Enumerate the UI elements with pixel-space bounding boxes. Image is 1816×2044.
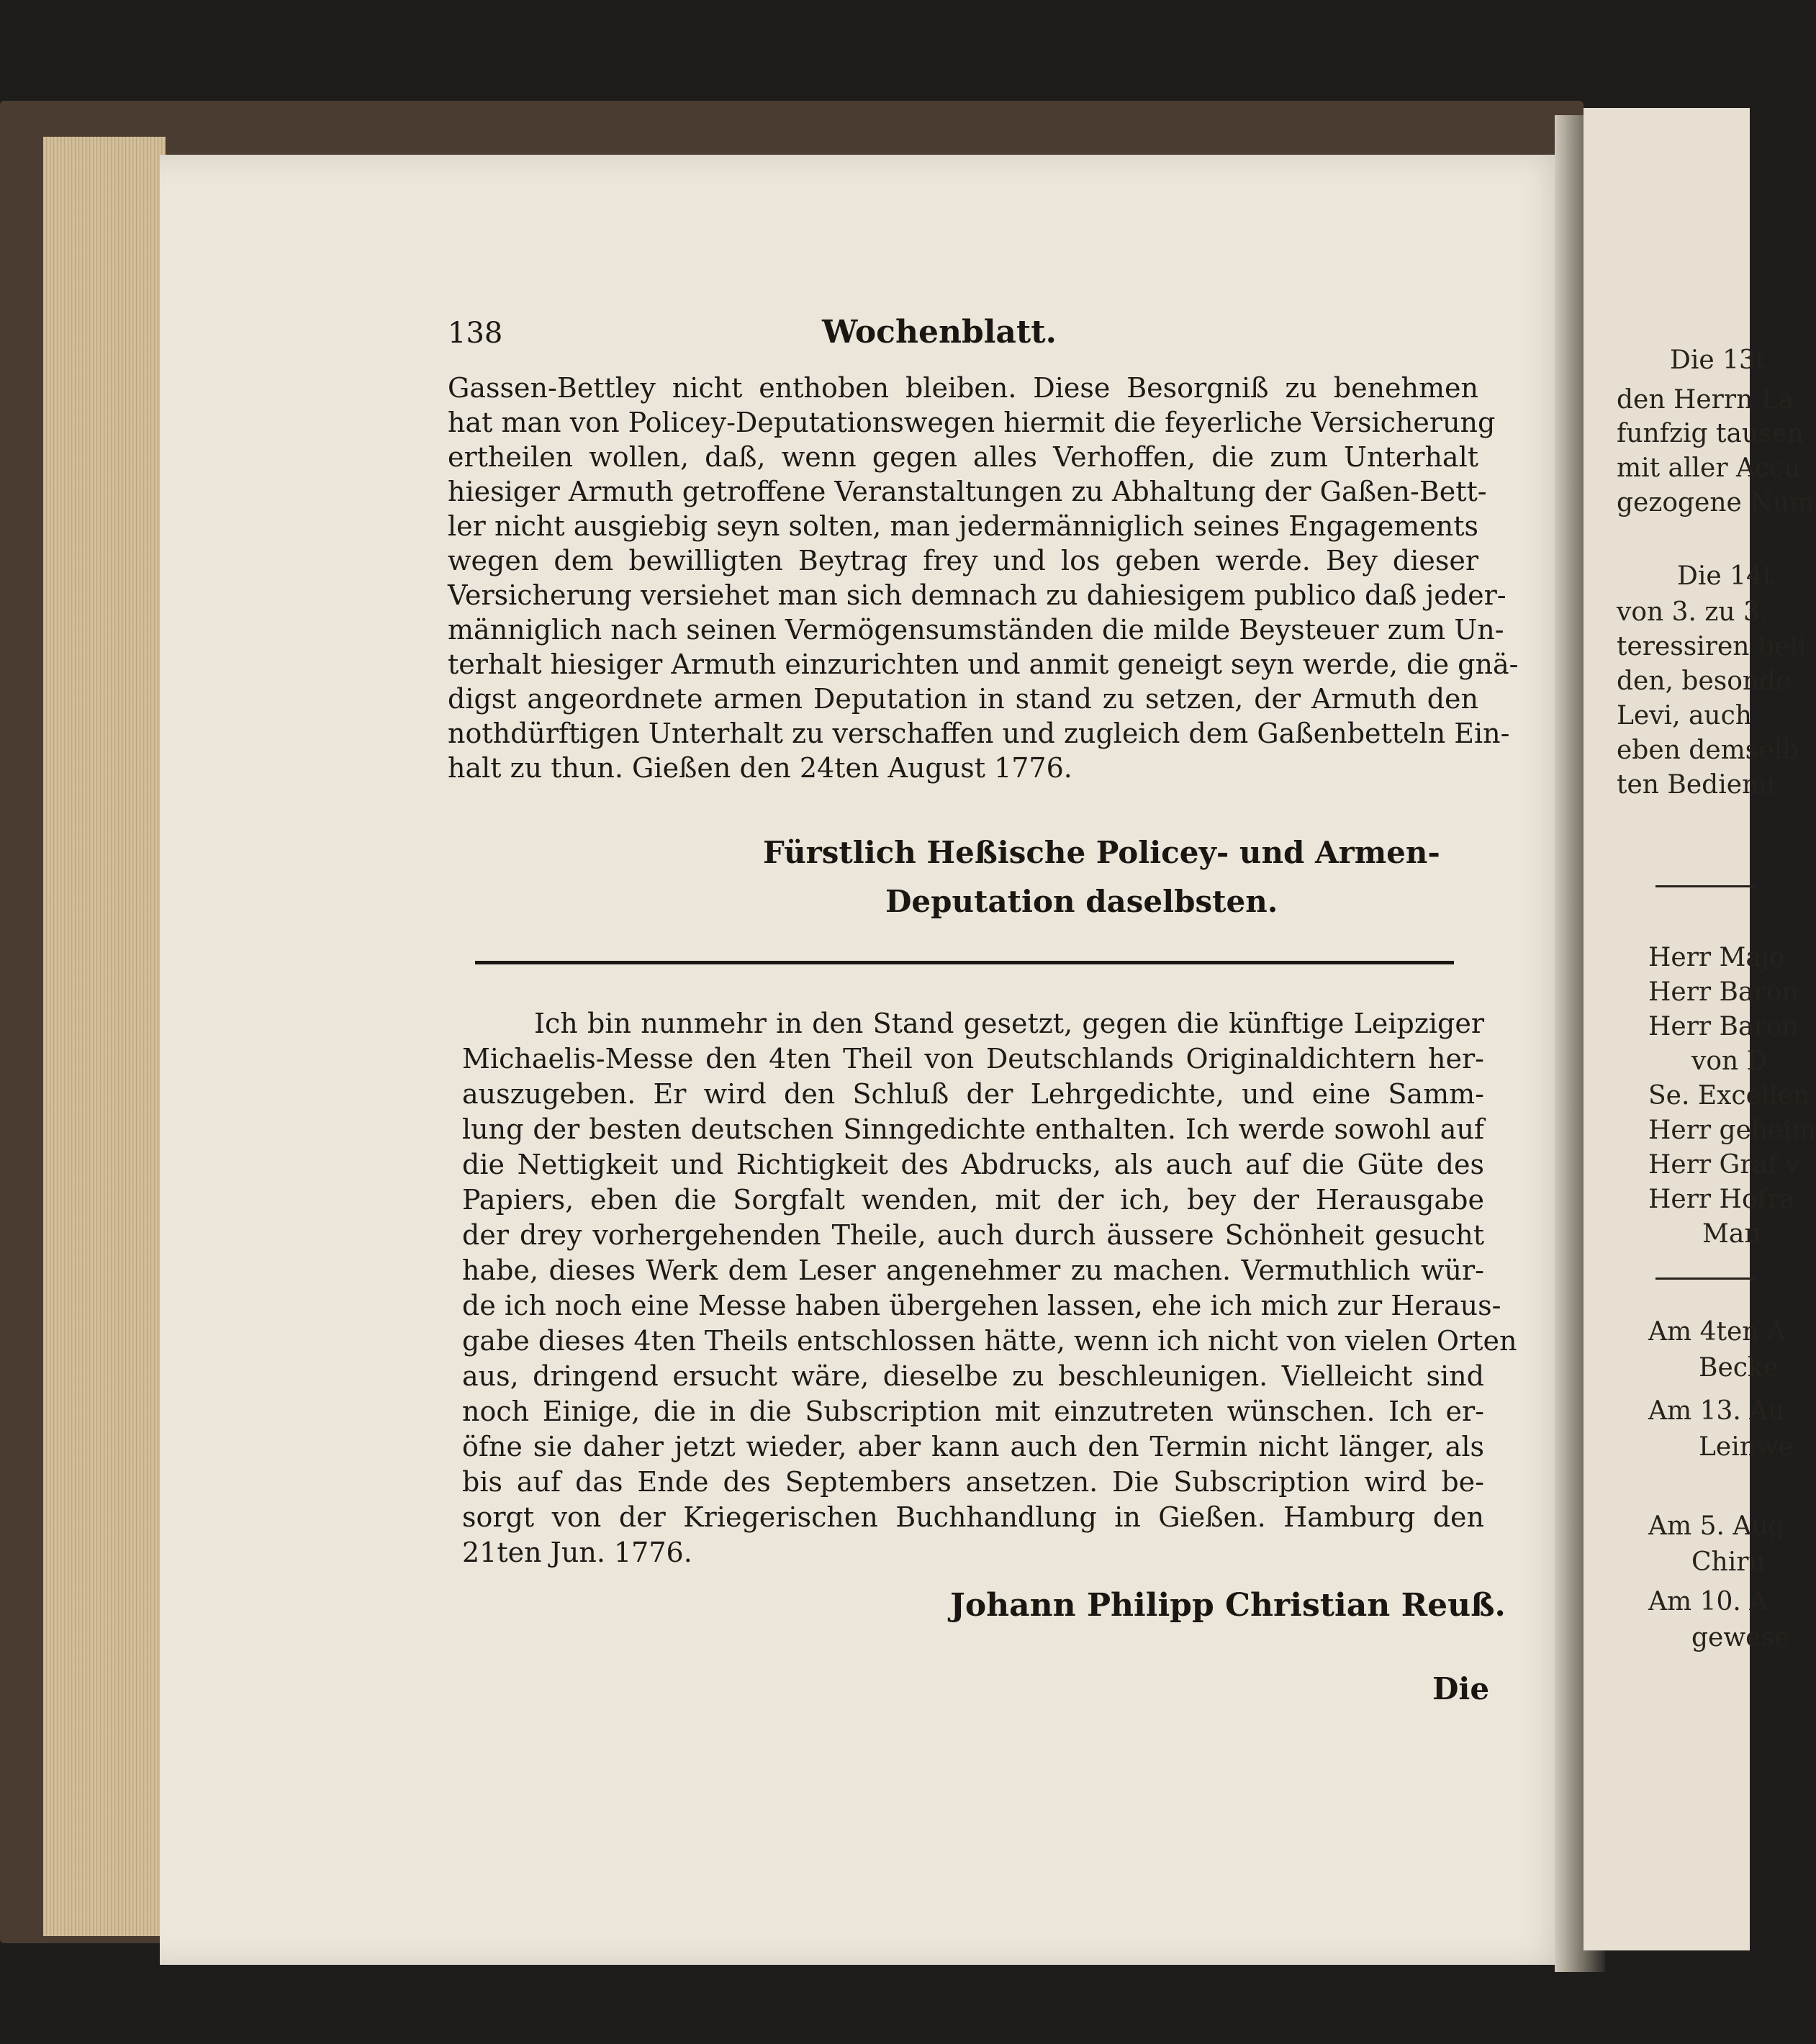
- header-title: Wochenblatt.: [822, 314, 1057, 351]
- facing-rule: [1655, 885, 1756, 887]
- facing-text-fragment: Herr Baron: [1648, 977, 1799, 1007]
- text-line: habe, dieses Werk dem Leser angenehmer zu machen. Vermuthlich wür-: [462, 1254, 1484, 1286]
- text-line: noch Einige, die in die Subscription mit einzutreten wünschen. Ich er-: [462, 1396, 1484, 1427]
- text-line: de ich noch eine Messe haben übergehen lassen, ehe ich mich zur Heraus-: [462, 1290, 1501, 1321]
- facing-text-fragment: Am 4ten A: [1648, 1317, 1786, 1347]
- text-line: Ich bin nunmehr in den Stand gesetzt, gegen die künftige Leipziger: [534, 1008, 1484, 1039]
- facing-text-fragment: den Herrn La: [1617, 385, 1794, 415]
- facing-text-fragment: eben demselb: [1617, 736, 1799, 765]
- text-line: der drey vorhergehenden Theile, auch durch äussere Schönheit gesucht: [462, 1219, 1484, 1251]
- text-line: lung der besten deutschen Sinngedichte enthalten. Ich werde sowohl auf: [462, 1113, 1484, 1145]
- page-number: 138: [448, 317, 503, 350]
- facing-text-fragment: Am 10. A: [1648, 1587, 1768, 1616]
- facing-text-fragment: Herr Majo: [1648, 943, 1785, 972]
- text-line: halt zu thun. Gießen den 24ten August 1776.: [448, 752, 1072, 784]
- facing-text-fragment: Herr geheim: [1648, 1116, 1816, 1145]
- facing-text-fragment: von D: [1691, 1046, 1768, 1076]
- facing-text-fragment: Levi, auch: [1617, 701, 1752, 731]
- facing-text-fragment: Leinwe: [1699, 1432, 1794, 1462]
- facing-text-fragment: Man: [1702, 1219, 1761, 1249]
- text-line: 21ten Jun. 1776.: [462, 1537, 692, 1568]
- section-divider: [475, 961, 1454, 964]
- text-line: Michaelis-Messe den 4ten Theil von Deutschlands Originaldichtern her-: [462, 1043, 1484, 1075]
- facing-text-fragment: Becke: [1699, 1353, 1779, 1383]
- text-line: bis auf das Ende des Septembers ansetzen. Die Subscription wird be-: [462, 1466, 1484, 1498]
- facing-rule: [1655, 1278, 1756, 1280]
- facing-text-fragment: Herr Baron: [1648, 1012, 1799, 1041]
- facing-text-fragment: Herr Graf v: [1648, 1150, 1801, 1180]
- text-line: die Nettigkeit und Richtigkeit des Abdrucks, als auch auf die Güte des: [462, 1149, 1484, 1180]
- signature-police-deputation-line-1: Fürstlich Heßische Policey- und Armen-: [763, 835, 1440, 870]
- facing-text-fragment: Die 13t: [1670, 345, 1766, 375]
- text-line: wegen dem bewilligten Beytrag frey und los geben werde. Bey dieser: [448, 545, 1478, 576]
- facing-text-fragment: Herr Hofra: [1648, 1185, 1795, 1214]
- facing-text-fragment: den, besonde: [1617, 666, 1792, 696]
- text-line: Papiers, eben die Sorgfalt wenden, mit der ich, bey der Herausgabe: [462, 1184, 1484, 1216]
- text-line: nothdürftigen Unterhalt zu verschaffen und zugleich dem Gaßenbetteln Ein-: [448, 718, 1510, 749]
- facing-text-fragment: Am 5. Aug: [1648, 1511, 1785, 1541]
- text-line: ertheilen wollen, daß, wenn gegen alles Verhoffen, die zum Unterhalt: [448, 441, 1478, 473]
- facing-text-fragment: ten Bedienu: [1617, 770, 1776, 800]
- text-line: sorgt von der Kriegerischen Buchhandlung in Gießen. Hamburg den: [462, 1501, 1484, 1533]
- running-head: [448, 314, 1484, 360]
- facing-text-fragment: teressiren beli: [1617, 632, 1807, 661]
- text-line: hat man von Policey-Deputationswegen hiermit die feyerliche Versicherung: [448, 407, 1496, 438]
- text-line: Gassen-Bettley nicht enthoben bleiben. Diese Besorgniß zu benehmen: [448, 372, 1478, 404]
- facing-text-fragment: Am 13. Au: [1648, 1396, 1785, 1426]
- facing-text-fragment: Se. Excellen: [1648, 1081, 1810, 1111]
- text-line: ler nicht ausgiebig seyn solten, man jedermänniglich seines Engagements: [448, 510, 1478, 542]
- text-line: hiesiger Armuth getroffene Veranstaltungen zu Abhaltung der Gaßen-Bett-: [448, 476, 1487, 507]
- text-line: terhalt hiesiger Armuth einzurichten und anmit geneigt seyn werde, die gnä-: [448, 648, 1519, 680]
- text-line: Versicherung versiehet man sich demnach zu dahiesigem publico daß jeder-: [448, 579, 1506, 611]
- text-line: öfne sie daher jetzt wieder, aber kann auch den Termin nicht länger, als: [462, 1431, 1484, 1462]
- facing-text-fragment: von 3. zu 3.: [1617, 597, 1768, 627]
- facing-text-fragment: Die 14t: [1677, 561, 1774, 591]
- facing-page: [1584, 108, 1816, 1950]
- text-line: gabe dieses 4ten Theils entschlossen hätte, wenn ich nicht von vielen Orten: [462, 1325, 1517, 1357]
- text-line: digst angeordnete armen Deputation in stand zu setzen, der Armuth den: [448, 683, 1478, 715]
- text-line: aus, dringend ersucht wäre, dieselbe zu beschleunigen. Vielleicht sind: [462, 1360, 1484, 1392]
- text-line: männiglich nach seinen Vermögensumständen die milde Beysteuer zum Un-: [448, 614, 1504, 646]
- text-line: auszugeben. Er wird den Schluß der Lehrgedichte, und eine Samm-: [462, 1078, 1484, 1110]
- facing-text-fragment: gewese: [1691, 1623, 1790, 1652]
- page-edges: [43, 137, 166, 1936]
- facing-text-fragment: funfzig tausen: [1617, 419, 1804, 448]
- facing-text-fragment: gezogene Num: [1617, 488, 1815, 517]
- facing-text-fragment: mit aller Accu: [1617, 453, 1801, 483]
- signature-police-deputation-line-2: Deputation daselbsten.: [885, 884, 1278, 919]
- catchword: Die: [1432, 1671, 1490, 1706]
- signature-reuss: Johann Philipp Christian Reuß.: [950, 1587, 1506, 1624]
- facing-text-fragment: Chiru: [1691, 1547, 1766, 1577]
